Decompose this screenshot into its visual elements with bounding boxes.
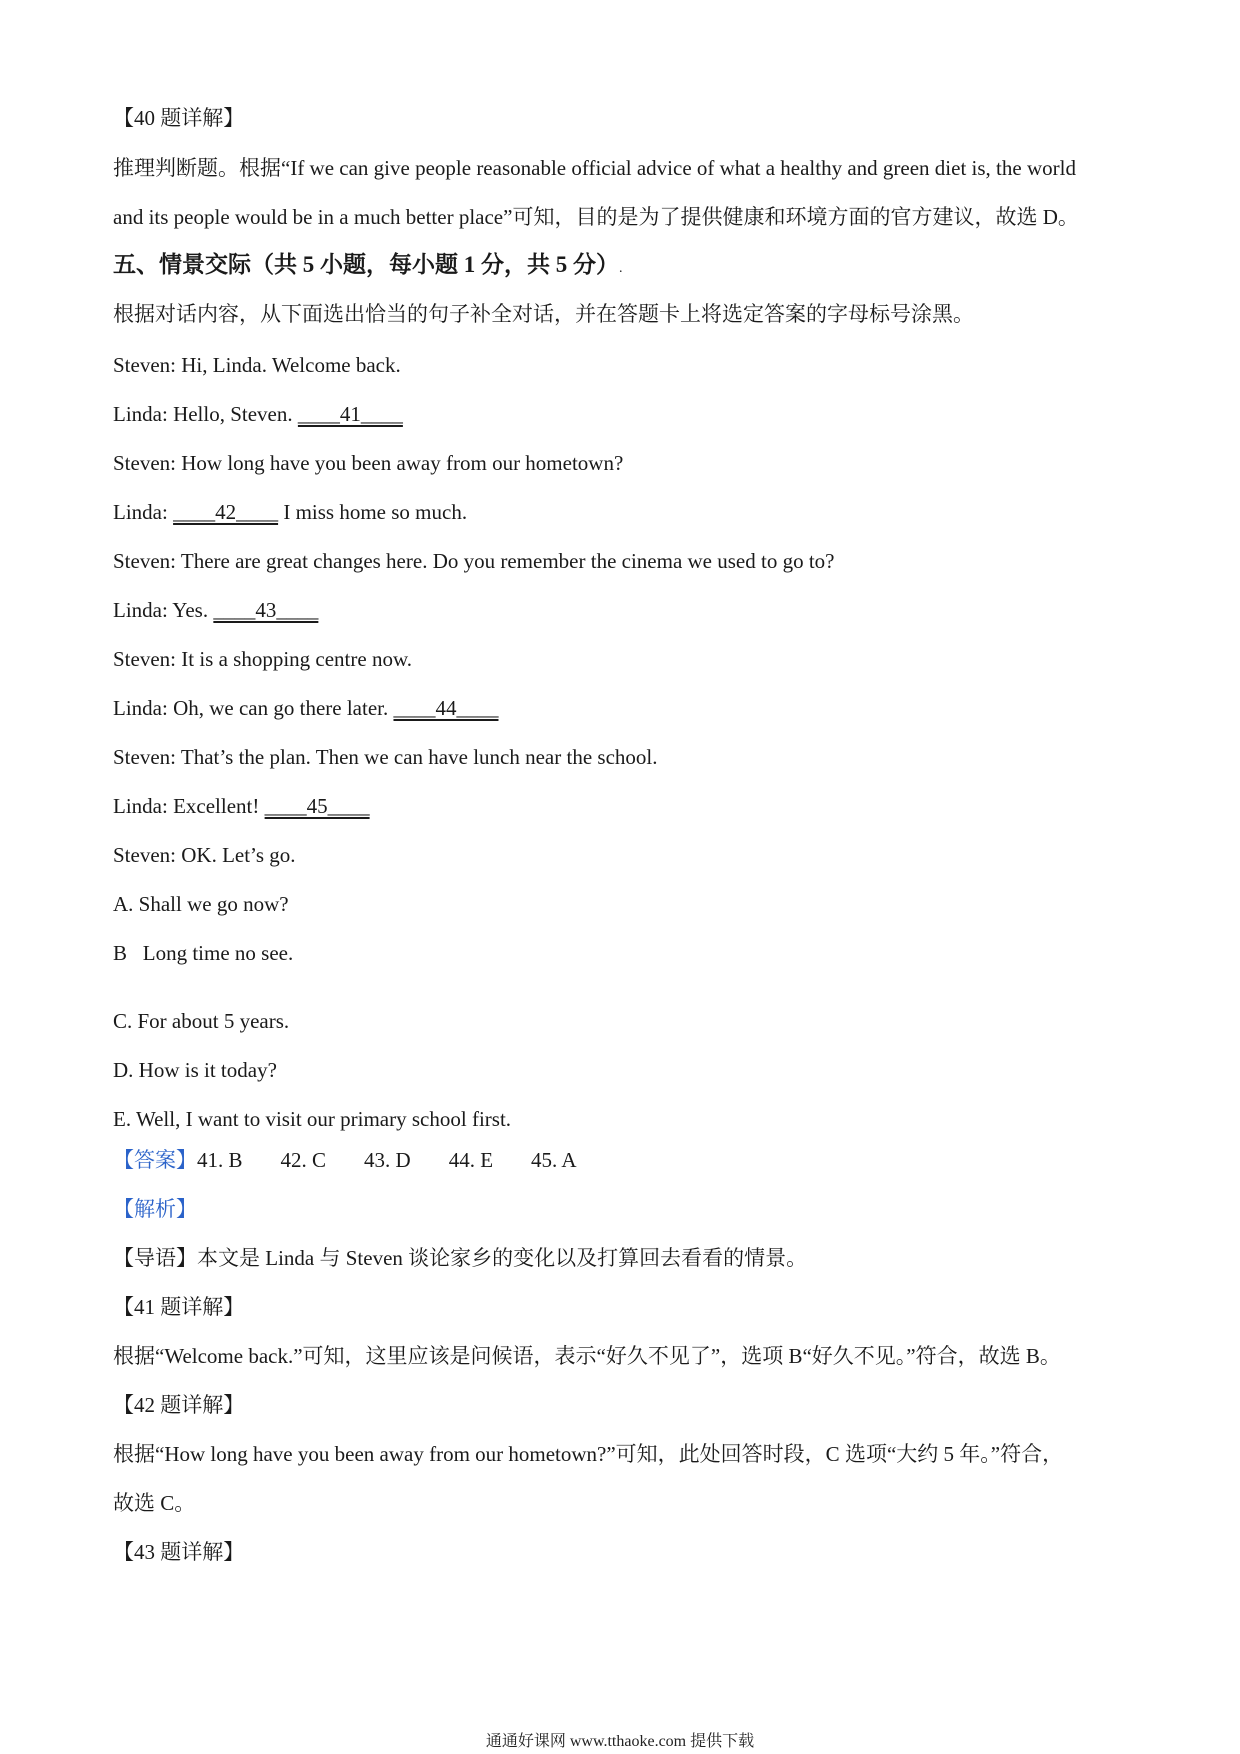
section-5-title-dot: .: [619, 261, 623, 276]
dialogue-text: Steven: Hi, Linda. Welcome back.: [113, 353, 401, 377]
answer-item: 44. E: [448, 1148, 494, 1172]
dialogue-text: Steven: OK. Let’s go.: [113, 843, 296, 867]
dialogue-text: Linda: Oh, we can go there later.: [113, 696, 394, 720]
q42-explanation-line-2: 故选 C。: [113, 1491, 196, 1515]
guide-text: 【导语】本文是 Linda 与 Steven 谈论家乡的变化以及打算回去看看的情景。: [113, 1246, 808, 1270]
dialogue-text: Linda: Excellent!: [113, 794, 265, 818]
dialogue-line: [113, 841, 296, 869]
answer-item: 45. A: [531, 1148, 577, 1172]
dialogue-blank: ____41____: [297, 402, 403, 426]
dialogue-line: [113, 792, 370, 820]
option-item: E. Well, I want to visit our primary school first.: [113, 1107, 512, 1131]
dialogue-line: [113, 547, 835, 575]
dialogue-line: [113, 645, 412, 673]
answer-item: 42. C: [280, 1148, 327, 1172]
q41-explanation: 根据“Welcome back.”可知，这里应该是问候语，表示“好久不见了”，选项 B“好久不见。”符合，故选 B。: [113, 1344, 1061, 1368]
q41-heading: 【41 题详解】: [113, 1295, 245, 1319]
dialogue-text: Steven: How long have you been away from our hometown?: [113, 451, 624, 475]
dialogue-text: Linda: Yes.: [113, 598, 214, 622]
option-item: D. How is it today?: [113, 1058, 277, 1082]
q40-explanation-line-2: and its people would be in a much better place”可知，目的是为了提供健康和环境方面的官方建议，故选 D。: [113, 205, 1079, 229]
dialogue-blank: ____42____: [173, 500, 279, 524]
dialogue-text: Steven: It is a shopping centre now.: [113, 647, 412, 671]
section-5-title-text: 五、情景交际（共 5 小题，每小题 1 分，共 5 分）: [113, 252, 619, 277]
q40-heading: 【40 题详解】: [113, 106, 245, 130]
q43-heading: 【43 题详解】: [113, 1540, 245, 1564]
section-5-title: [113, 251, 623, 283]
option-item: C. For about 5 years.: [113, 1009, 290, 1033]
analysis-label: 【解析】: [113, 1197, 197, 1221]
q42-explanation-line-1: 根据“How long have you been away from our hometown?”可知，此处回答时段，C 选项“大约 5 年。”符合，: [113, 1442, 1064, 1466]
dialogue-text: Linda:: [113, 500, 174, 524]
dialogue-blank: ____45____: [264, 794, 370, 818]
option-item: B Long time no see.: [113, 941, 294, 965]
dialogue-blank: ____43____: [213, 598, 319, 622]
dialogue-line: [113, 498, 467, 526]
dialogue-line: [113, 449, 623, 477]
dialogue-line: [113, 694, 498, 722]
answer-label: 【答案】: [113, 1148, 197, 1172]
option-item: A. Shall we go now?: [113, 892, 289, 916]
dialogue-line: [113, 596, 318, 624]
answer-item: 41. B: [197, 1148, 243, 1172]
q42-heading: 【42 题详解】: [113, 1393, 245, 1417]
dialogue-line: [113, 351, 401, 379]
q40-explanation-line-1: 推理判断题。根据“If we can give people reasonable official advice of what a healthy and green diet is, the world: [113, 156, 1076, 180]
answer-line: [113, 1146, 577, 1174]
dialogue-line: [113, 400, 403, 428]
section-5-instruction: 根据对话内容，从下面选出恰当的句子补全对话，并在答题卡上将选定答案的字母标号涂黑。: [113, 302, 974, 326]
dialogue-text: Steven: There are great changes here. Do you remember the cinema we used to go to?: [113, 549, 835, 573]
dialogue-line: [113, 743, 657, 771]
dialogue-text-after-blank: I miss home so much.: [278, 500, 468, 524]
dialogue-text: Steven: That’s the plan. Then we can have lunch near the school.: [113, 745, 658, 769]
answer-item: 43. D: [364, 1148, 411, 1172]
dialogue-text: Linda: Hello, Steven.: [113, 402, 298, 426]
footer[interactable]: 通通好课网 www.tthaoke.com 提供下载: [485, 1733, 755, 1750]
dialogue-blank: ____44____: [393, 696, 499, 720]
